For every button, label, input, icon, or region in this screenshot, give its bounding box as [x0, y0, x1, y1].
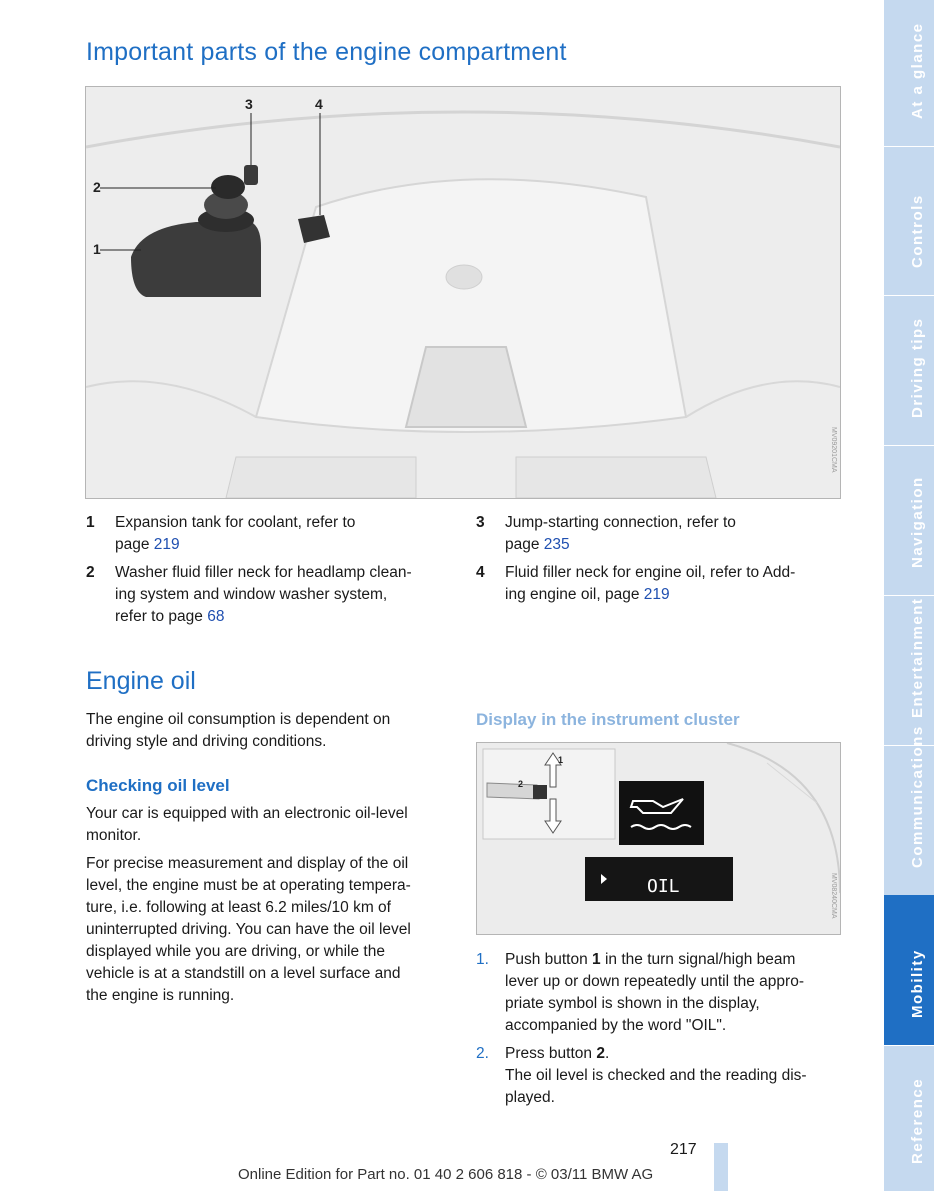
- tab-entertainment[interactable]: [884, 595, 934, 746]
- callout-4: 4: [315, 96, 323, 112]
- callout-button-1: 1: [558, 755, 564, 765]
- text-line: ture, i.e. following at least 6.2 miles/10 km of: [86, 899, 391, 916]
- text-line: the engine is running.: [86, 987, 235, 1004]
- figure-code: MV08240CMA: [830, 873, 837, 919]
- engine-illustration: [86, 87, 840, 498]
- step-text: Press button: [505, 1045, 597, 1062]
- text-line: vehicle is at a standstill on a level surface and: [86, 965, 401, 982]
- tab-label: At a glance: [909, 22, 926, 119]
- page-title: Important parts of the engine compartment: [86, 38, 567, 66]
- step-number: 2.: [476, 1045, 489, 1062]
- step-text: in the turn signal/high beam: [600, 951, 796, 968]
- page-link[interactable]: 219: [153, 536, 180, 553]
- step-number: 1.: [476, 951, 489, 968]
- text-line: monitor.: [86, 827, 142, 844]
- callout-3: 3: [245, 96, 253, 112]
- item-text: Washer fluid filler neck for headlamp clean-: [115, 564, 412, 581]
- footer-text: Online Edition for Part no. 01 40 2 606 818 - © 03/11 BMW AG: [238, 1166, 654, 1183]
- callout-1: 1: [93, 241, 101, 257]
- paragraph-monitor: [86, 803, 466, 847]
- text-line: displayed while you are driving, or while the: [86, 943, 385, 960]
- page-link[interactable]: 235: [543, 536, 570, 553]
- oil-display-text: OIL: [647, 876, 680, 897]
- subheading-display: Display in the instrument cluster: [476, 710, 740, 729]
- text-line: For precise measurement and display of the oil: [86, 855, 409, 872]
- button-ref: 1: [592, 951, 601, 968]
- step-text: The oil level is checked and the reading dis-: [505, 1067, 807, 1084]
- step-text: accompanied by the word "OIL".: [505, 1017, 727, 1034]
- step-text: played.: [505, 1089, 555, 1106]
- button-ref: 2: [596, 1045, 605, 1062]
- tab-label: Driving tips: [909, 317, 926, 418]
- tab-label: Entertainment: [909, 597, 926, 718]
- tab-label: Mobility: [909, 949, 926, 1018]
- tab-reference[interactable]: [884, 1045, 934, 1191]
- item-number: 1: [86, 514, 95, 531]
- tab-mobility[interactable]: [884, 895, 934, 1046]
- paragraph-measurement: [86, 853, 466, 1007]
- item-number: 4: [476, 564, 485, 581]
- item-number: 3: [476, 514, 485, 531]
- tab-controls[interactable]: [884, 146, 934, 296]
- item-text: Fluid filler neck for engine oil, refer to Add-: [505, 564, 796, 581]
- chapter-sidebar: [884, 0, 934, 1191]
- item-text: page: [115, 536, 154, 553]
- tab-navigation[interactable]: [884, 445, 934, 596]
- text-line: Your car is equipped with an electronic oil-level: [86, 805, 408, 822]
- tab-driving-tips[interactable]: [884, 295, 934, 446]
- item-text: refer to page: [115, 608, 208, 625]
- step-text: priate symbol is shown in the display,: [505, 995, 760, 1012]
- step-text: Push button: [505, 951, 593, 968]
- step-text: .: [604, 1045, 610, 1062]
- figure-code: MV09201CMA: [830, 427, 837, 473]
- tab-label: Controls: [909, 194, 926, 268]
- callout-button-2: 2: [518, 779, 524, 789]
- item-text: ing system and window washer system,: [115, 586, 388, 603]
- cluster-illustration: [477, 743, 840, 934]
- text-line: The engine oil consumption is dependent on: [86, 711, 391, 728]
- tab-label: Communications: [909, 725, 926, 868]
- item-text: ing engine oil, page: [505, 586, 644, 603]
- text-line: level, the engine must be at operating tempera-: [86, 877, 411, 894]
- text-line: uninterrupted driving. You can have the oil level: [86, 921, 411, 938]
- step-text: lever up or down repeatedly until the appro-: [505, 973, 804, 990]
- engine-compartment-figure: [85, 86, 841, 499]
- subheading-checking-oil-level: Checking oil level: [86, 776, 230, 795]
- tab-communications[interactable]: [884, 725, 934, 896]
- page-link[interactable]: 68: [207, 608, 225, 625]
- text-line: driving style and driving conditions.: [86, 733, 327, 750]
- section-heading-engine-oil: Engine oil: [86, 667, 196, 695]
- intro-paragraph: [86, 709, 466, 753]
- tab-label: Reference: [909, 1077, 926, 1164]
- item-text: Jump-starting connection, refer to: [505, 514, 736, 531]
- item-text: page: [505, 536, 544, 553]
- tab-label: Navigation: [909, 476, 926, 568]
- page-link[interactable]: 219: [643, 586, 670, 603]
- page-number-bar: [714, 1143, 728, 1191]
- tab-at-a-glance[interactable]: [884, 0, 934, 147]
- page-number: 217: [670, 1141, 697, 1158]
- callout-2: 2: [93, 179, 101, 195]
- item-number: 2: [86, 564, 95, 581]
- item-text: Expansion tank for coolant, refer to: [115, 514, 356, 531]
- instrument-cluster-figure: [476, 742, 841, 935]
